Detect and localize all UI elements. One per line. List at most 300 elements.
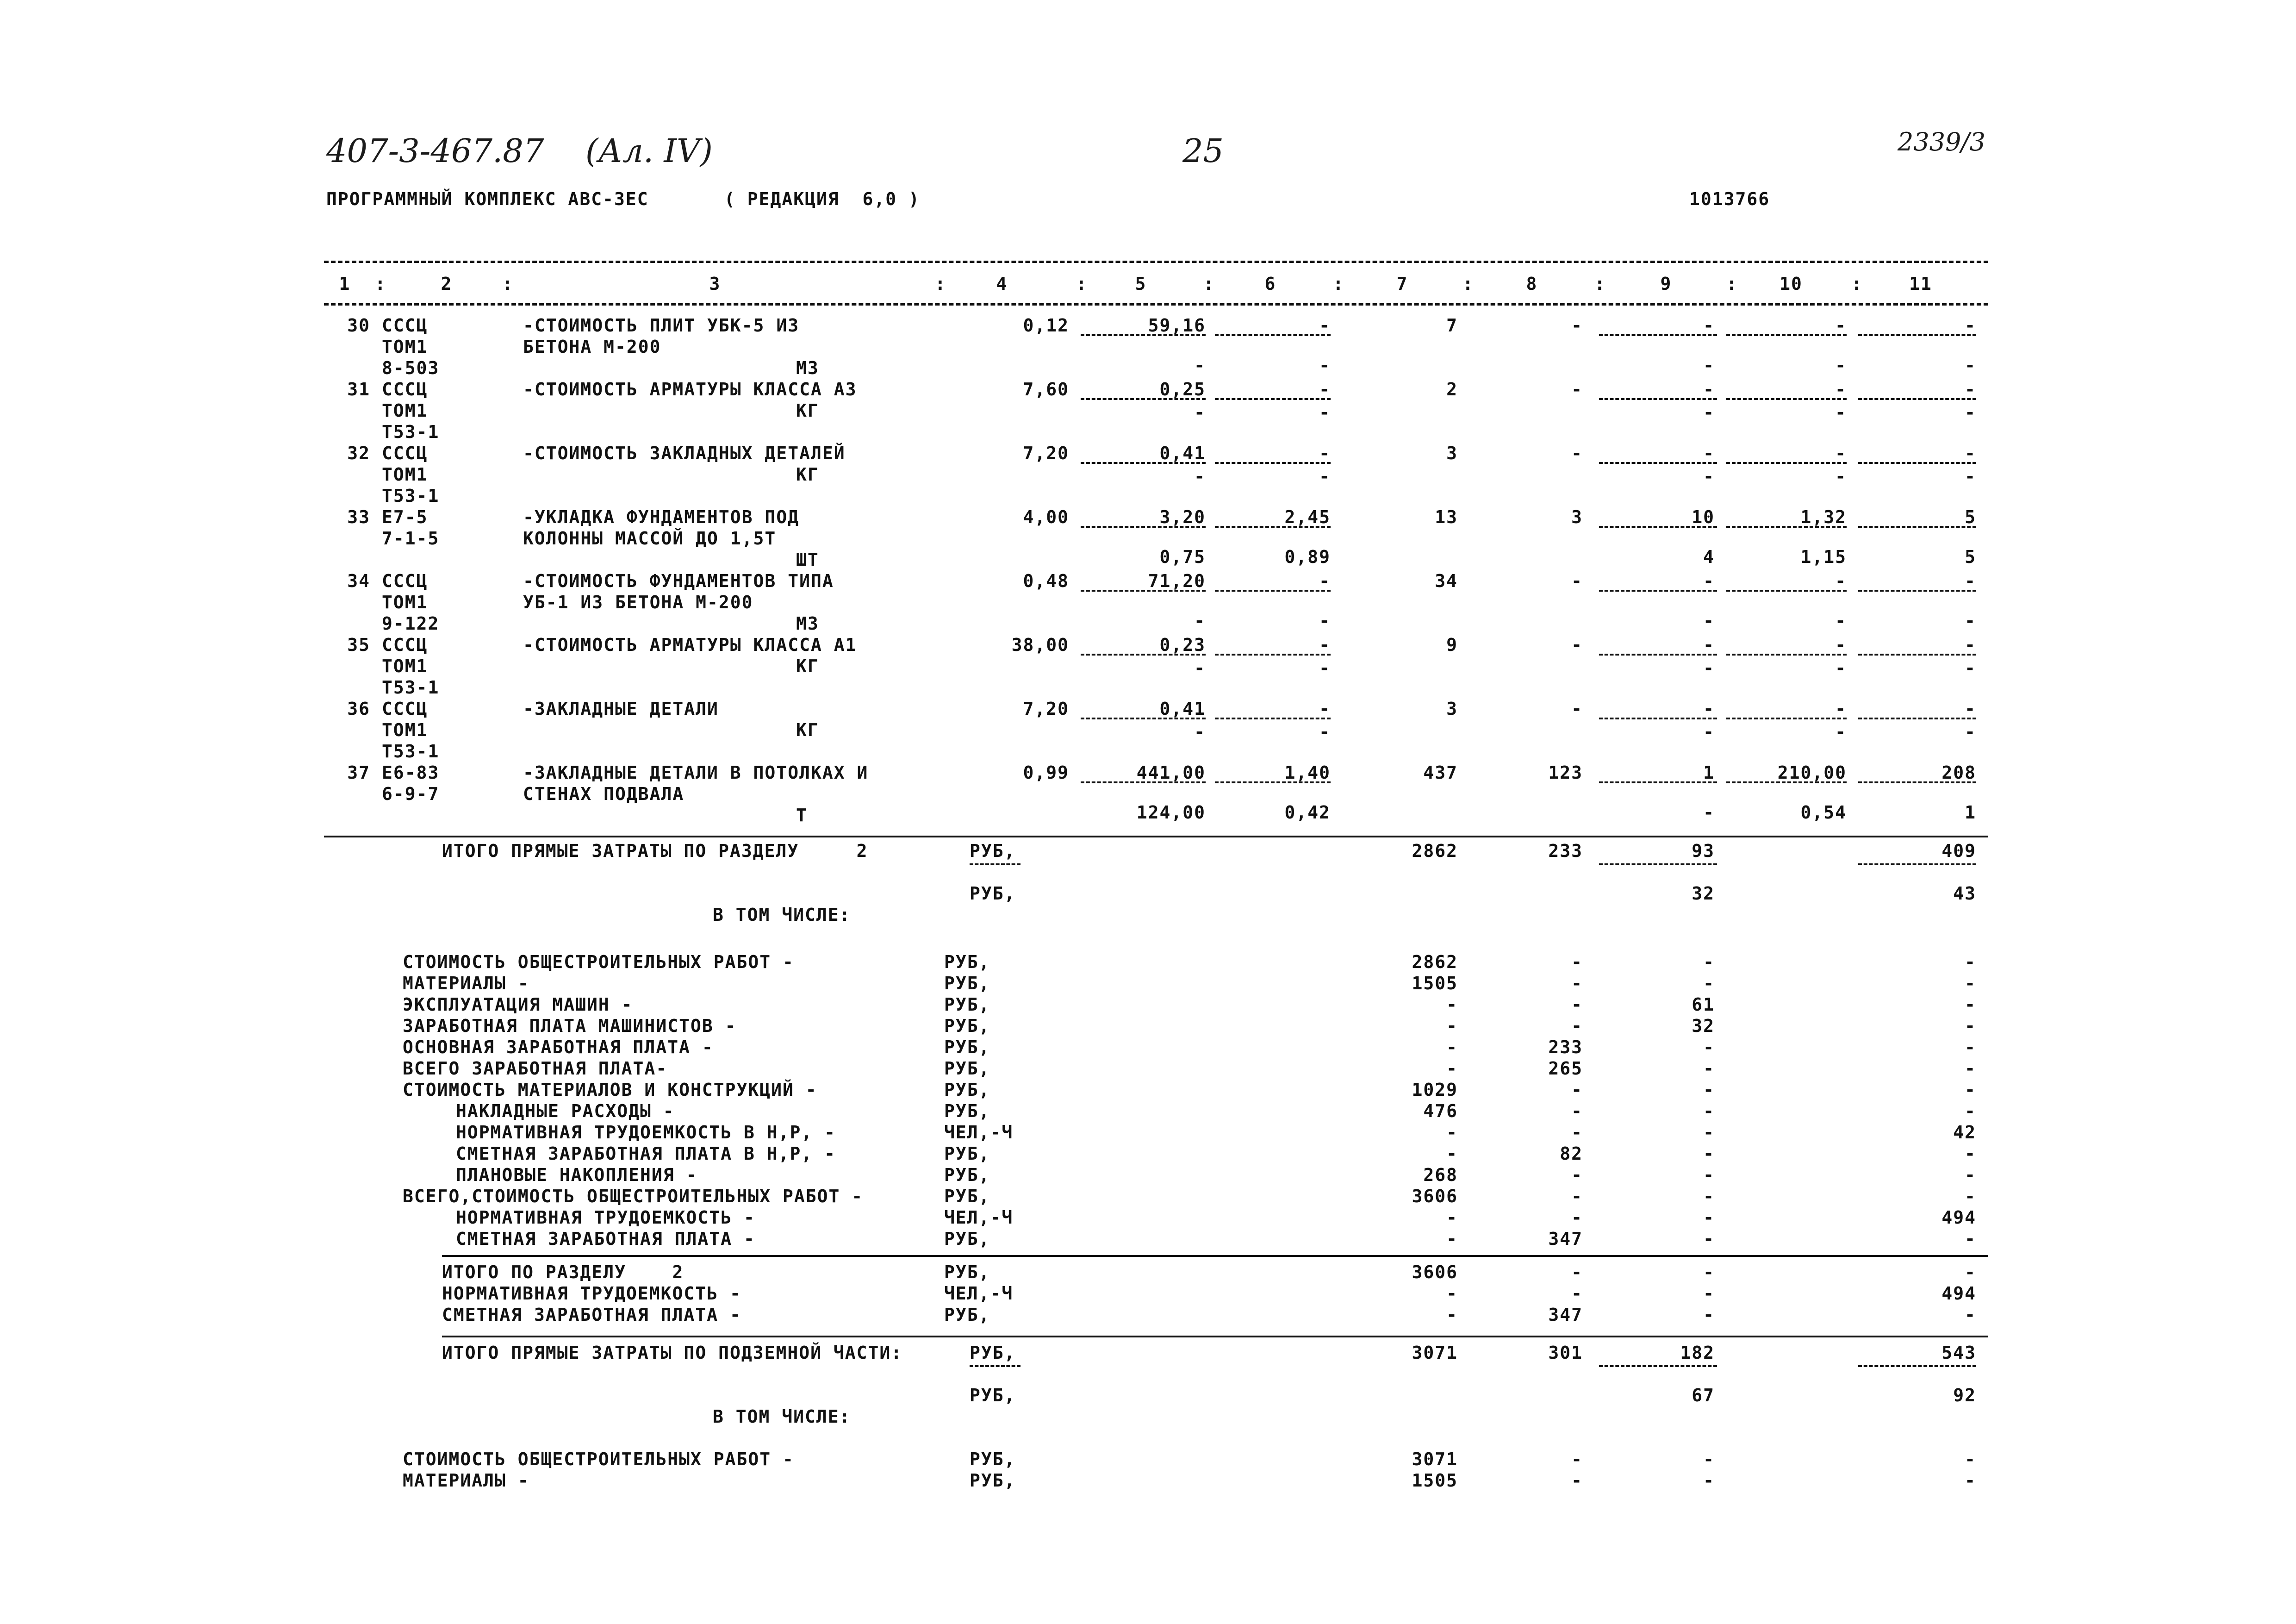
column-separator: : xyxy=(935,274,946,294)
unit-machinist-wages: - xyxy=(1319,658,1331,678)
breakdown-machine: - xyxy=(1703,1037,1715,1057)
machinist-labor-unit: - xyxy=(1835,722,1847,742)
handwritten-album: (Ал. IV) xyxy=(585,132,713,170)
table-top-rule xyxy=(324,261,1988,263)
table-header-rule xyxy=(324,303,1988,306)
row-number: 33 xyxy=(347,507,370,527)
breakdown2-machine: - xyxy=(1703,1470,1715,1491)
cell-rule xyxy=(1081,718,1206,719)
cell-rule xyxy=(1858,398,1976,400)
row-number: 37 xyxy=(347,762,370,783)
norm-code: ТОМ1 xyxy=(382,720,428,740)
section-total-machinist-wages: 32 xyxy=(1692,883,1715,904)
cell-rule xyxy=(1858,526,1976,528)
cell-rule xyxy=(1858,1365,1976,1367)
breakdown-machine: - xyxy=(1703,973,1715,993)
unit-wages: - xyxy=(1194,466,1206,487)
labor-total: - xyxy=(1965,635,1976,655)
breakdown-labor: - xyxy=(1965,1080,1976,1100)
cell-rule xyxy=(1081,526,1206,528)
total-machinist-wages: - xyxy=(1703,466,1715,487)
breakdown-labor: 494 xyxy=(1941,1207,1976,1228)
breakdown-label: НОРМАТИВНАЯ ТРУДОЕМКОСТЬ В Н,Р, - xyxy=(456,1122,836,1143)
cell-rule xyxy=(1726,526,1847,528)
unit-of-measure: М3 xyxy=(796,358,819,378)
section-summary-machine: - xyxy=(1703,1305,1715,1325)
total-wages: - xyxy=(1571,571,1583,591)
breakdown-wages: - xyxy=(1571,1207,1583,1228)
quantity: 0,48 xyxy=(1023,571,1069,591)
section-total-wages: 233 xyxy=(1548,841,1583,861)
breakdown-labor: - xyxy=(1965,1186,1976,1206)
breakdown-label: ОСНОВНАЯ ЗАРАБОТНАЯ ПЛАТА - xyxy=(403,1037,714,1057)
unit-wages: 0,75 xyxy=(1159,547,1206,567)
norm-code: СССЦ xyxy=(382,315,428,336)
cell-rule xyxy=(1215,718,1331,719)
cell-rule xyxy=(1599,654,1717,656)
breakdown-labor: - xyxy=(1965,1101,1976,1121)
cell-rule xyxy=(1599,398,1717,400)
total-cost: 2 xyxy=(1446,379,1458,400)
total-wages: 123 xyxy=(1548,762,1583,783)
norm-code: Е6-83 xyxy=(382,762,440,783)
column-header-11: 11 xyxy=(1909,274,1932,294)
unit-machinist-wages: - xyxy=(1319,402,1331,423)
section-summary-machine: - xyxy=(1703,1283,1715,1304)
breakdown-unit: РУБ, xyxy=(944,952,990,972)
quantity: 4,00 xyxy=(1023,507,1069,527)
underground-total-wages: 301 xyxy=(1548,1343,1583,1363)
handwritten-page-number: 25 xyxy=(1182,132,1224,170)
unit-machine-cost: - xyxy=(1319,571,1331,591)
work-description: -СТОИМОСТЬ АРМАТУРЫ КЛАССА А1 xyxy=(523,635,857,655)
machinist-labor-total: - xyxy=(1965,722,1976,742)
section-summary-labor: - xyxy=(1965,1305,1976,1325)
unit-machine-cost: 1,40 xyxy=(1284,762,1331,783)
norm-code: ТОМ1 xyxy=(382,592,428,612)
unit-wages: - xyxy=(1194,355,1206,375)
labor-total: - xyxy=(1965,443,1976,463)
breakdown-unit: РУБ, xyxy=(944,1058,990,1079)
breakdown-wages: - xyxy=(1571,1080,1583,1100)
cell-rule xyxy=(1081,781,1206,783)
breakdown-machine: - xyxy=(1703,1207,1715,1228)
breakdown-machine: - xyxy=(1703,1101,1715,1121)
breakdown-wages: 347 xyxy=(1548,1229,1583,1249)
breakdown-label: НАКЛАДНЫЕ РАСХОДЫ - xyxy=(456,1101,675,1121)
work-description: -СТОИМОСТЬ ЗАКЛАДНЫХ ДЕТАЛЕЙ xyxy=(523,443,846,463)
breakdown-machine: - xyxy=(1703,1143,1715,1164)
unit-wages: - xyxy=(1194,611,1206,631)
breakdown-cost: 3606 xyxy=(1412,1186,1458,1206)
breakdown-wages: - xyxy=(1571,973,1583,993)
labor-unit: - xyxy=(1835,699,1847,719)
section-total-unit-2: РУБ, xyxy=(970,883,1016,904)
machinist-labor-unit: - xyxy=(1835,466,1847,487)
total-machine: 1 xyxy=(1703,762,1715,783)
section-total-machine: 93 xyxy=(1692,841,1715,861)
handwritten-sheet-number: 2339/3 xyxy=(1898,127,1985,156)
total-wages: - xyxy=(1571,443,1583,463)
breakdown-cost: - xyxy=(1446,994,1458,1015)
breakdown-machine: - xyxy=(1703,1165,1715,1185)
cell-rule xyxy=(1215,398,1331,400)
breakdown-wages: - xyxy=(1571,952,1583,972)
total-wages: - xyxy=(1571,379,1583,400)
section-summary-cost: - xyxy=(1446,1283,1458,1304)
cell-rule xyxy=(1599,718,1717,719)
breakdown-cost: - xyxy=(1446,1037,1458,1057)
unit-machinist-wages: 0,89 xyxy=(1284,547,1331,567)
machinist-labor-unit: - xyxy=(1835,611,1847,631)
column-separator: : xyxy=(1076,274,1088,294)
total-machinist-wages: - xyxy=(1703,611,1715,631)
section-total-label: ИТОГО ПРЯМЫЕ ЗАТРАТЫ ПО РАЗДЕЛУ 2 xyxy=(442,841,868,861)
unit-of-measure: КГ xyxy=(796,400,819,421)
machinist-labor-unit: - xyxy=(1835,355,1847,375)
norm-code: ТОМ1 xyxy=(382,400,428,421)
cell-rule xyxy=(1215,526,1331,528)
breakdown-machine: - xyxy=(1703,1058,1715,1079)
breakdown2-unit: РУБ, xyxy=(970,1470,1016,1491)
column-header-4: 4 xyxy=(996,274,1008,294)
breakdown-unit: РУБ, xyxy=(944,1165,990,1185)
labor-unit: 1,32 xyxy=(1800,507,1847,527)
breakdown-cost: - xyxy=(1446,1207,1458,1228)
total-machinist-wages: - xyxy=(1703,658,1715,678)
labor-unit: - xyxy=(1835,571,1847,591)
machinist-labor-total: - xyxy=(1965,611,1976,631)
total-cost: 437 xyxy=(1423,762,1458,783)
norm-code: 8-503 xyxy=(382,358,440,378)
breakdown2-unit: РУБ, xyxy=(970,1449,1016,1469)
unit-cost: 0,23 xyxy=(1159,635,1206,655)
section-summary-label: ИТОГО ПО РАЗДЕЛУ 2 xyxy=(442,1262,684,1282)
breakdown-label: СМЕТНАЯ ЗАРАБОТНАЯ ПЛАТА - xyxy=(456,1229,755,1249)
breakdown-labor: - xyxy=(1965,1229,1976,1249)
breakdown-cost: - xyxy=(1446,1122,1458,1143)
breakdown-labor: - xyxy=(1965,1058,1976,1079)
breakdown2-wages: - xyxy=(1571,1470,1583,1491)
row-number: 35 xyxy=(347,635,370,655)
section-total-machinist-labor: 43 xyxy=(1953,883,1976,904)
column-separator: : xyxy=(1594,274,1606,294)
section-summary-unit: РУБ, xyxy=(944,1305,990,1325)
unit-machinist-wages: - xyxy=(1319,611,1331,631)
machinist-labor-unit: - xyxy=(1835,658,1847,678)
norm-code: 9-122 xyxy=(382,613,440,634)
breakdown-unit: РУБ, xyxy=(944,1229,990,1249)
underground-total-labor: 543 xyxy=(1941,1343,1976,1363)
norm-code: СССЦ xyxy=(382,635,428,655)
breakdown-unit: РУБ, xyxy=(944,1143,990,1164)
unit-machine-cost: - xyxy=(1319,379,1331,400)
unit-cost: 441,00 xyxy=(1136,762,1206,783)
column-header-6: 6 xyxy=(1264,274,1276,294)
unit-machine-cost: - xyxy=(1319,315,1331,336)
machinist-labor-unit: 1,15 xyxy=(1800,547,1847,567)
underground-total-unit: РУБ, xyxy=(970,1343,1016,1363)
breakdown-machine: - xyxy=(1703,1122,1715,1143)
section-summary-wages: 347 xyxy=(1548,1305,1583,1325)
unit-of-measure: КГ xyxy=(796,464,819,485)
breakdown-unit: РУБ, xyxy=(944,973,990,993)
cell-rule xyxy=(1726,654,1847,656)
breakdown-label: НОРМАТИВНАЯ ТРУДОЕМКОСТЬ - xyxy=(456,1207,755,1228)
unit-machinist-wages: - xyxy=(1319,466,1331,487)
breakdown-wages: - xyxy=(1571,994,1583,1015)
unit-wages: - xyxy=(1194,658,1206,678)
breakdown-cost: 1505 xyxy=(1412,973,1458,993)
breakdown-cost: 268 xyxy=(1423,1165,1458,1185)
total-cost: 3 xyxy=(1446,699,1458,719)
section-total-unit: РУБ, xyxy=(970,841,1016,861)
cell-rule xyxy=(1726,462,1847,464)
cell-rule xyxy=(1599,781,1717,783)
section-summary-labor: - xyxy=(1965,1262,1976,1282)
column-header-7: 7 xyxy=(1396,274,1408,294)
section-summary-machine: - xyxy=(1703,1262,1715,1282)
norm-code: ТОМ1 xyxy=(382,656,428,676)
column-separator: : xyxy=(375,274,386,294)
breakdown-labor: - xyxy=(1965,994,1976,1015)
handwritten-project-code: 407-3-467.87 xyxy=(326,132,544,170)
cell-rule xyxy=(1081,654,1206,656)
total-cost: 9 xyxy=(1446,635,1458,655)
breakdown-cost: 1029 xyxy=(1412,1080,1458,1100)
unit-of-measure: Т xyxy=(796,805,808,825)
breakdown2-machine: - xyxy=(1703,1449,1715,1469)
breakdown-machine: 61 xyxy=(1692,994,1715,1015)
document-number: 1013766 xyxy=(1689,189,1770,209)
unit-wages: - xyxy=(1194,402,1206,423)
breakdown-label: СТОИМОСТЬ ОБЩЕСТРОИТЕЛЬНЫХ РАБОТ - xyxy=(403,952,794,972)
labor-total: 208 xyxy=(1941,762,1976,783)
cell-rule xyxy=(1599,462,1717,464)
unit-cost: 0,41 xyxy=(1159,443,1206,463)
column-header-1: 1 xyxy=(339,274,351,294)
breakdown-wages: - xyxy=(1571,1122,1583,1143)
total-machine: - xyxy=(1703,379,1715,400)
labor-total: 5 xyxy=(1965,507,1976,527)
cell-rule xyxy=(1081,462,1206,464)
underground-total-unit-2: РУБ, xyxy=(970,1385,1016,1405)
breakdown-labor: - xyxy=(1965,1037,1976,1057)
breakdown-unit: РУБ, xyxy=(944,994,990,1015)
total-cost: 34 xyxy=(1435,571,1458,591)
cell-rule xyxy=(1599,334,1717,336)
breakdown-label: ВСЕГО,СТОИМОСТЬ ОБЩЕСТРОИТЕЛЬНЫХ РАБОТ - xyxy=(403,1186,864,1206)
breakdown-wages: 82 xyxy=(1560,1143,1583,1164)
column-separator: : xyxy=(1462,274,1474,294)
work-description: -ЗАКЛАДНЫЕ ДЕТАЛИ В ПОТОЛКАХ И xyxy=(523,762,869,783)
cell-rule xyxy=(1858,654,1976,656)
work-description: -СТОИМОСТЬ ФУНДАМЕНТОВ ТИПА xyxy=(523,571,834,591)
labor-total: - xyxy=(1965,571,1976,591)
labor-unit: - xyxy=(1835,315,1847,336)
total-machinist-wages: - xyxy=(1703,802,1715,823)
quantity: 7,20 xyxy=(1023,443,1069,463)
column-header-2: 2 xyxy=(441,274,453,294)
unit-machine-cost: - xyxy=(1319,443,1331,463)
breakdown-cost: - xyxy=(1446,1229,1458,1249)
unit-cost: 3,20 xyxy=(1159,507,1206,527)
total-machine: - xyxy=(1703,315,1715,336)
cell-rule xyxy=(1081,590,1206,592)
breakdown-wages: - xyxy=(1571,1016,1583,1036)
breakdown-wages: - xyxy=(1571,1101,1583,1121)
cell-rule xyxy=(1858,590,1976,592)
breakdown-wages: 233 xyxy=(1548,1037,1583,1057)
total-machinist-wages: - xyxy=(1703,722,1715,742)
column-header-8: 8 xyxy=(1526,274,1538,294)
section-summary-cost: 3606 xyxy=(1412,1262,1458,1282)
breakdown-wages: 265 xyxy=(1548,1058,1583,1079)
work-description: СТЕНАХ ПОДВАЛА xyxy=(523,784,684,804)
breakdown-cost: - xyxy=(1446,1058,1458,1079)
norm-code: ТОМ1 xyxy=(382,337,428,357)
breakdown-labor: - xyxy=(1965,1016,1976,1036)
labor-unit: - xyxy=(1835,443,1847,463)
cell-rule xyxy=(1858,863,1976,865)
column-header-9: 9 xyxy=(1660,274,1672,294)
section-summary-unit: РУБ, xyxy=(944,1262,990,1282)
cell-rule xyxy=(1858,462,1976,464)
column-separator: : xyxy=(502,274,514,294)
section-summary-unit: ЧЕЛ,-Ч xyxy=(944,1283,1014,1304)
row-number: 30 xyxy=(347,315,370,336)
breakdown-machine: - xyxy=(1703,1229,1715,1249)
cell-rule xyxy=(1215,590,1331,592)
including-label: В ТОМ ЧИСЛЕ: xyxy=(713,905,851,925)
breakdown-wages: - xyxy=(1571,1165,1583,1185)
section-summary-wages: - xyxy=(1571,1283,1583,1304)
breakdown2-labor: - xyxy=(1965,1470,1976,1491)
norm-code: 6-9-7 xyxy=(382,784,440,804)
work-description: БЕТОНА М-200 xyxy=(523,337,661,357)
labor-unit: - xyxy=(1835,379,1847,400)
breakdown-machine: - xyxy=(1703,1080,1715,1100)
total-wages: - xyxy=(1571,315,1583,336)
unit-machine-cost: - xyxy=(1319,635,1331,655)
labor-unit: - xyxy=(1835,635,1847,655)
underground-total-machinist-wages: 67 xyxy=(1692,1385,1715,1405)
quantity: 7,20 xyxy=(1023,699,1069,719)
unit-machinist-wages: - xyxy=(1319,722,1331,742)
norm-code: СССЦ xyxy=(382,443,428,463)
breakdown-label: СТОИМОСТЬ МАТЕРИАЛОВ И КОНСТРУКЦИЙ - xyxy=(403,1080,817,1100)
breakdown-label: ЭКСПЛУАТАЦИЯ МАШИН - xyxy=(403,994,633,1015)
breakdown-machine: - xyxy=(1703,952,1715,972)
cell-rule xyxy=(1599,526,1717,528)
machinist-labor-total: - xyxy=(1965,658,1976,678)
cell-rule xyxy=(1726,398,1847,400)
cell-rule xyxy=(1081,334,1206,336)
norm-code: 7-1-5 xyxy=(382,528,440,549)
norm-code: СССЦ xyxy=(382,571,428,591)
breakdown-labor: - xyxy=(1965,973,1976,993)
cell-rule xyxy=(1215,781,1331,783)
cell-rule xyxy=(1726,718,1847,719)
section-summary-labor: 494 xyxy=(1941,1283,1976,1304)
machinist-labor-total: - xyxy=(1965,355,1976,375)
column-header-3: 3 xyxy=(709,274,721,294)
breakdown-unit: РУБ, xyxy=(944,1080,990,1100)
section-total-cost: 2862 xyxy=(1412,841,1458,861)
section-summary-label: НОРМАТИВНАЯ ТРУДОЕМКОСТЬ - xyxy=(442,1283,741,1304)
breakdown-label: ЗАРАБОТНАЯ ПЛАТА МАШИНИСТОВ - xyxy=(403,1016,737,1036)
total-wages: - xyxy=(1571,635,1583,655)
total-wages: 3 xyxy=(1571,507,1583,527)
underground-total-machinist-labor: 92 xyxy=(1953,1385,1976,1405)
total-machine: - xyxy=(1703,635,1715,655)
row-number: 34 xyxy=(347,571,370,591)
cell-rule xyxy=(1215,654,1331,656)
breakdown-wages: - xyxy=(1571,1186,1583,1206)
norm-code: Е7-5 xyxy=(382,507,428,527)
section-summary-cost: - xyxy=(1446,1305,1458,1325)
machinist-labor-total: 5 xyxy=(1965,547,1976,567)
breakdown-cost: 476 xyxy=(1423,1101,1458,1121)
cell-rule xyxy=(1599,1365,1717,1367)
row-number: 36 xyxy=(347,699,370,719)
unit-of-measure: ШТ xyxy=(796,550,819,570)
breakdown-labor: - xyxy=(1965,1165,1976,1185)
column-header-10: 10 xyxy=(1780,274,1803,294)
breakdown-label: ПЛАНОВЫЕ НАКОПЛЕНИЯ - xyxy=(456,1165,698,1185)
cell-rule xyxy=(1858,718,1976,719)
row-number: 31 xyxy=(347,379,370,400)
cell-rule xyxy=(1215,462,1331,464)
unit-wages: - xyxy=(1194,722,1206,742)
breakdown-label: МАТЕРИАЛЫ - xyxy=(403,973,529,993)
cell-rule xyxy=(1081,398,1206,400)
breakdown-label: ВСЕГО ЗАРАБОТНАЯ ПЛАТА- xyxy=(403,1058,668,1079)
including-label-2: В ТОМ ЧИСЛЕ: xyxy=(713,1406,851,1427)
total-machine: - xyxy=(1703,699,1715,719)
column-separator: : xyxy=(1851,274,1863,294)
unit-rule xyxy=(970,863,1020,865)
total-machinist-wages: - xyxy=(1703,355,1715,375)
breakdown-machine: 32 xyxy=(1692,1016,1715,1036)
quantity: 7,60 xyxy=(1023,379,1069,400)
unit-machine-cost: 2,45 xyxy=(1284,507,1331,527)
norm-code: СССЦ xyxy=(382,379,428,400)
breakdown-unit: РУБ, xyxy=(944,1186,990,1206)
total-cost: 13 xyxy=(1435,507,1458,527)
breakdown-unit: РУБ, xyxy=(944,1037,990,1057)
cell-rule xyxy=(1726,781,1847,783)
unit-rule xyxy=(970,1365,1020,1367)
section-summary-label: СМЕТНАЯ ЗАРАБОТНАЯ ПЛАТА - xyxy=(442,1305,741,1325)
unit-cost: 59,16 xyxy=(1148,315,1206,336)
norm-code: СССЦ xyxy=(382,699,428,719)
machinist-labor-total: 1 xyxy=(1965,802,1976,823)
section-total-labor: 409 xyxy=(1941,841,1976,861)
norm-code: Т53-1 xyxy=(382,677,440,698)
column-header-5: 5 xyxy=(1135,274,1147,294)
column-separator: : xyxy=(1726,274,1738,294)
underground-total-machine: 182 xyxy=(1680,1343,1715,1363)
cell-rule xyxy=(1858,334,1976,336)
total-cost: 7 xyxy=(1446,315,1458,336)
unit-of-measure: М3 xyxy=(796,613,819,634)
cell-rule xyxy=(1599,590,1717,592)
cell-rule xyxy=(1726,334,1847,336)
underground-total-cost: 3071 xyxy=(1412,1343,1458,1363)
quantity: 0,99 xyxy=(1023,762,1069,783)
norm-code: Т53-1 xyxy=(382,486,440,506)
